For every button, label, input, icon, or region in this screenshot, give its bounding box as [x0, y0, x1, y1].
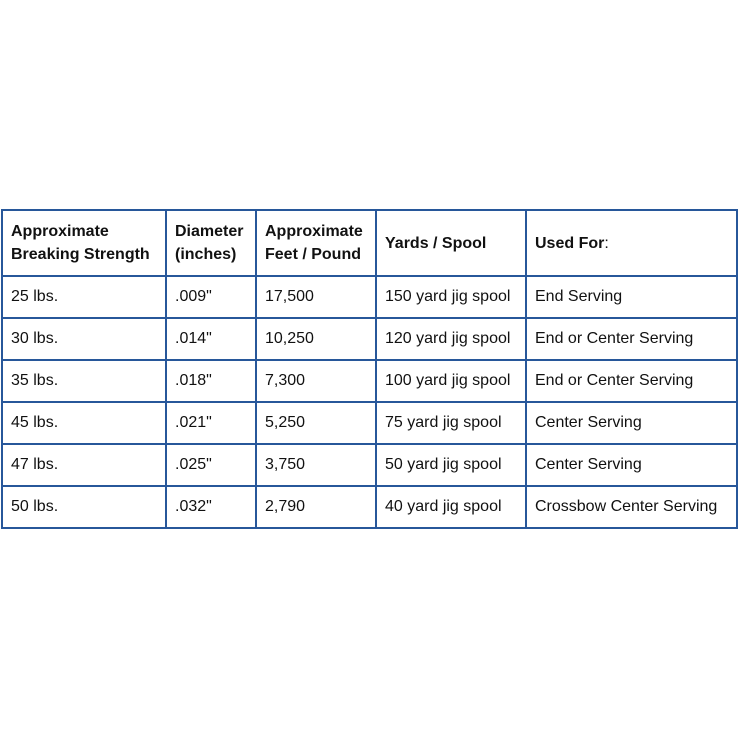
table-row [2, 402, 737, 444]
table-row [2, 486, 737, 528]
cell-used-for: End or Center Serving [526, 360, 737, 402]
header-breaking-strength [2, 210, 166, 276]
table-row [2, 360, 737, 402]
header-line: Feet / Pound [265, 246, 361, 263]
cell-yards-per-spool: 50 yard jig spool [376, 444, 526, 486]
header-feet-per-pound [256, 210, 376, 276]
cell-used-for: Center Serving [526, 444, 737, 486]
header-colon: : [604, 234, 609, 252]
cell-feet-per-pound: 5,250 [256, 402, 376, 444]
cell-breaking-strength: 50 lbs. [2, 486, 166, 528]
cell-used-for: Center Serving [526, 402, 737, 444]
cell-feet-per-pound: 2,790 [256, 486, 376, 528]
header-line: Diameter [175, 223, 244, 240]
cell-used-for: Crossbow Center Serving [526, 486, 737, 528]
cell-feet-per-pound: 17,500 [256, 276, 376, 318]
cell-diameter: .018" [166, 360, 256, 402]
header-line: (inches) [175, 246, 237, 263]
cell-yards-per-spool: 120 yard jig spool [376, 318, 526, 360]
cell-yards-per-spool: 150 yard jig spool [376, 276, 526, 318]
cell-diameter: .032" [166, 486, 256, 528]
cell-diameter: .014" [166, 318, 256, 360]
cell-yards-per-spool: 100 yard jig spool [376, 360, 526, 402]
header-line: Approximate [11, 223, 109, 240]
header-yards-per-spool [376, 210, 526, 276]
header-line: Used For [535, 234, 605, 252]
cell-diameter: .025" [166, 444, 256, 486]
header-row [2, 210, 737, 276]
cell-breaking-strength: 45 lbs. [2, 402, 166, 444]
cell-used-for: End or Center Serving [526, 318, 737, 360]
cell-feet-per-pound: 7,300 [256, 360, 376, 402]
serving-spec-table [1, 209, 738, 529]
cell-breaking-strength: 30 lbs. [2, 318, 166, 360]
cell-feet-per-pound: 3,750 [256, 444, 376, 486]
cell-yards-per-spool: 75 yard jig spool [376, 402, 526, 444]
header-line: Breaking Strength [11, 246, 150, 263]
table-header [2, 210, 737, 276]
cell-breaking-strength: 47 lbs. [2, 444, 166, 486]
header-line: Approximate [265, 223, 363, 240]
cell-diameter: .021" [166, 402, 256, 444]
cell-yards-per-spool: 40 yard jig spool [376, 486, 526, 528]
cell-used-for: End Serving [526, 276, 737, 318]
header-used-for [526, 210, 737, 276]
table-row [2, 318, 737, 360]
cell-breaking-strength: 25 lbs. [2, 276, 166, 318]
header-line: Yards / Spool [385, 234, 487, 252]
table-body [2, 276, 737, 528]
header-diameter [166, 210, 256, 276]
table-row [2, 276, 737, 318]
cell-feet-per-pound: 10,250 [256, 318, 376, 360]
table-row [2, 444, 737, 486]
cell-breaking-strength: 35 lbs. [2, 360, 166, 402]
cell-diameter: .009" [166, 276, 256, 318]
